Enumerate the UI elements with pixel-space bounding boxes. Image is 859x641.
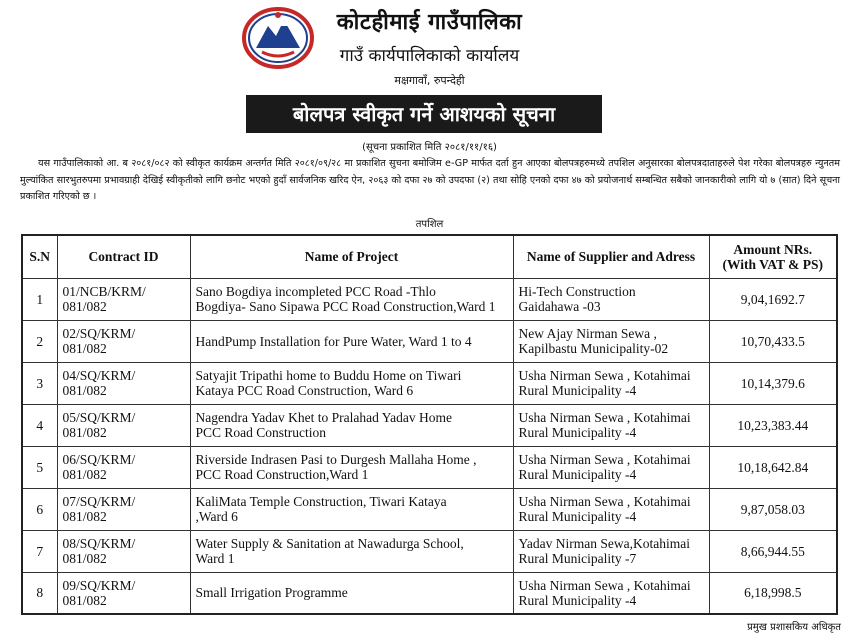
project-line1: Nagendra Yadav Khet to Pralahad Yadav Home: [195, 410, 452, 425]
project-table: [21, 234, 838, 615]
cell-supplier: [513, 488, 709, 530]
supplier-line2: Rural Municipality -4: [518, 425, 637, 440]
contract-id-line2: 081/082: [62, 551, 107, 566]
supplier-line2: Rural Municipality -4: [518, 467, 637, 482]
cell-sn: 5: [22, 446, 57, 488]
publication-date: (सूचना प्रकाशित मिति २०८१/११/१६): [362, 142, 497, 153]
contract-id-line2: 081/082: [62, 467, 107, 482]
cell-contract-id: [57, 320, 190, 362]
supplier-line1: Usha Nirman Sewa , Kotahimai: [518, 577, 691, 593]
supplier-line2: Gaidahawa -03: [518, 299, 601, 314]
notice-banner: बोलपत्र स्वीकृत गर्ने आशयको सूचना: [246, 95, 602, 133]
project-line1: Small Irrigation Programme: [195, 585, 348, 601]
cell-project: [190, 362, 513, 404]
header-amount-line2: (With VAT & PS): [722, 256, 823, 272]
notice-body-text: यस गाउँपालिकाको आ. ब २०८१/०८२ को स्वीकृत कार्यक्रम अन्तर्गत मिति २०८१/०९/२८ मा प्रकाशित सुचना बमोजिम e-GP मार्फत दर्ता हुन आएका बोलपत्रहरुमध्ये तपशिल अनुसारका बोलपत्रदाताहरुले पेश गरेका बोलपत्रहरु न्युनतम मुल्यांकित सारभुतरुपमा प्रभावग्राही देखिई स्वीकृतीको लागि छनोट भएको हुदाँ सार्वजनिक खरिद ऐन, २०६३ को दफा २७ को उपदफा (२) तथा सोहि एनको दफा ४७ को प्रयोजनार्थ सम्बन्धित सबैको जानकारीको लागि यो ७ (सात) दिने सूचना प्रकाशित गरिएको छ ।: [20, 158, 840, 202]
table-row: [22, 404, 837, 446]
supplier-line2: Kapilbastu Municipality-02: [518, 341, 669, 356]
cell-sn: 3: [22, 362, 57, 404]
cell-amount: 10,14,379.6: [709, 362, 837, 404]
contract-id-line2: 081/082: [62, 425, 107, 440]
header-project: Name of Project: [190, 235, 513, 278]
contract-id-line1: 09/SQ/KRM/: [62, 577, 136, 593]
header-sn: S.N: [22, 235, 57, 278]
contract-id-line1: 01/NCB/KRM/: [62, 284, 146, 299]
cell-amount: 6,18,998.5: [709, 572, 837, 614]
project-line2: PCC Road Construction,Ward 1: [195, 467, 369, 482]
project-line2: Ward 1: [195, 551, 235, 566]
table-row: [22, 278, 837, 320]
project-line2: Kataya PCC Road Construction, Ward 6: [195, 383, 414, 398]
header-amount-line1: Amount NRs.: [733, 241, 813, 257]
cell-sn: 7: [22, 530, 57, 572]
table-row: [22, 320, 837, 362]
project-line1: Satyajit Tripathi home to Buddu Home on Tiwari: [195, 368, 462, 383]
table-row: [22, 488, 837, 530]
contract-id-line2: 081/082: [62, 592, 107, 608]
cell-amount: 9,87,058.03: [709, 488, 837, 530]
cell-sn: 1: [22, 278, 57, 320]
cell-contract-id: [57, 362, 190, 404]
table-row: [22, 530, 837, 572]
cell-sn: 6: [22, 488, 57, 530]
supplier-line2: Rural Municipality -4: [518, 592, 637, 608]
header-supplier: Name of Supplier and Adress: [513, 235, 709, 278]
cell-contract-id: [57, 278, 190, 320]
supplier-line2: Rural Municipality -4: [518, 509, 637, 524]
cell-amount: 9,04,1692.7: [709, 278, 837, 320]
cell-project: [190, 404, 513, 446]
project-line2: Bogdiya- Sano Sipawa PCC Road Construction,Ward 1: [195, 299, 496, 314]
supplier-line1: Usha Nirman Sewa , Kotahimai: [518, 368, 691, 383]
cell-supplier: [513, 572, 709, 614]
project-line1: HandPump Installation for Pure Water, Ward 1 to 4: [195, 333, 472, 349]
cell-sn: 4: [22, 404, 57, 446]
contract-id-line1: 02/SQ/KRM/: [62, 326, 136, 341]
contract-id-line1: 07/SQ/KRM/: [62, 494, 136, 509]
contract-id-line1: 05/SQ/KRM/: [62, 410, 136, 425]
cell-amount: 10,18,642.84: [709, 446, 837, 488]
project-line1: KaliMata Temple Construction, Tiwari Kataya: [195, 494, 447, 509]
project-line2: PCC Road Construction: [195, 425, 327, 440]
office-title: कोटहीमाई गाउँपालिका: [336, 10, 523, 35]
contract-id-line2: 081/082: [62, 509, 107, 524]
project-line1: Water Supply & Sanitation at Nawadurga School,: [195, 536, 464, 551]
project-line1: Riverside Indrasen Pasi to Durgesh Mallaha Home ,: [195, 452, 477, 467]
cell-sn: 2: [22, 320, 57, 362]
contract-id-line1: 08/SQ/KRM/: [62, 536, 136, 551]
notice-body: [20, 156, 840, 206]
cell-project: [190, 488, 513, 530]
cell-contract-id: [57, 530, 190, 572]
cell-supplier: [513, 404, 709, 446]
office-location: मक्षगावाँ, रुपन्देही: [394, 74, 465, 87]
signature-title: प्रमुख प्रशासकिय अधिकृत: [747, 622, 841, 633]
header-amount: [709, 235, 837, 278]
table-row: [22, 572, 837, 614]
header-contract-id: Contract ID: [57, 235, 190, 278]
cell-sn: 8: [22, 572, 57, 614]
cell-supplier: [513, 278, 709, 320]
supplier-line1: New Ajay Nirman Sewa ,: [518, 326, 657, 341]
supplier-line1: Hi-Tech Construction: [518, 284, 636, 299]
table-row: [22, 362, 837, 404]
cell-supplier: [513, 320, 709, 362]
contract-id-line2: 081/082: [62, 299, 107, 314]
project-line1: Sano Bogdiya incompleted PCC Road -Thlo: [195, 284, 436, 299]
supplier-line1: Usha Nirman Sewa , Kotahimai: [518, 494, 691, 509]
project-line2: ,Ward 6: [195, 509, 238, 524]
contract-id-line2: 081/082: [62, 341, 107, 356]
supplier-line1: Usha Nirman Sewa , Kotahimai: [518, 410, 691, 425]
cell-supplier: [513, 530, 709, 572]
contract-id-line2: 081/082: [62, 383, 107, 398]
annex-heading: तपशिल: [415, 219, 444, 230]
cell-amount: 10,23,383.44: [709, 404, 837, 446]
cell-project: [190, 320, 513, 362]
cell-supplier: [513, 446, 709, 488]
supplier-line2: Rural Municipality -7: [518, 551, 637, 566]
cell-project: [190, 446, 513, 488]
table-row: [22, 446, 837, 488]
cell-project: [190, 572, 513, 614]
supplier-line2: Rural Municipality -4: [518, 383, 637, 398]
supplier-line1: Usha Nirman Sewa , Kotahimai: [518, 452, 691, 467]
contract-id-line1: 04/SQ/KRM/: [62, 368, 136, 383]
contract-id-line1: 06/SQ/KRM/: [62, 452, 136, 467]
cell-amount: 8,66,944.55: [709, 530, 837, 572]
cell-contract-id: [57, 446, 190, 488]
cell-project: [190, 278, 513, 320]
office-subtitle: गाउँ कार्यपालिकाको कार्यालय: [339, 46, 520, 66]
cell-project: [190, 530, 513, 572]
cell-contract-id: [57, 488, 190, 530]
cell-amount: 10,70,433.5: [709, 320, 837, 362]
cell-contract-id: [57, 404, 190, 446]
cell-contract-id: [57, 572, 190, 614]
table-header-row: [22, 235, 837, 278]
supplier-line1: Yadav Nirman Sewa,Kotahimai: [518, 536, 690, 551]
cell-supplier: [513, 362, 709, 404]
